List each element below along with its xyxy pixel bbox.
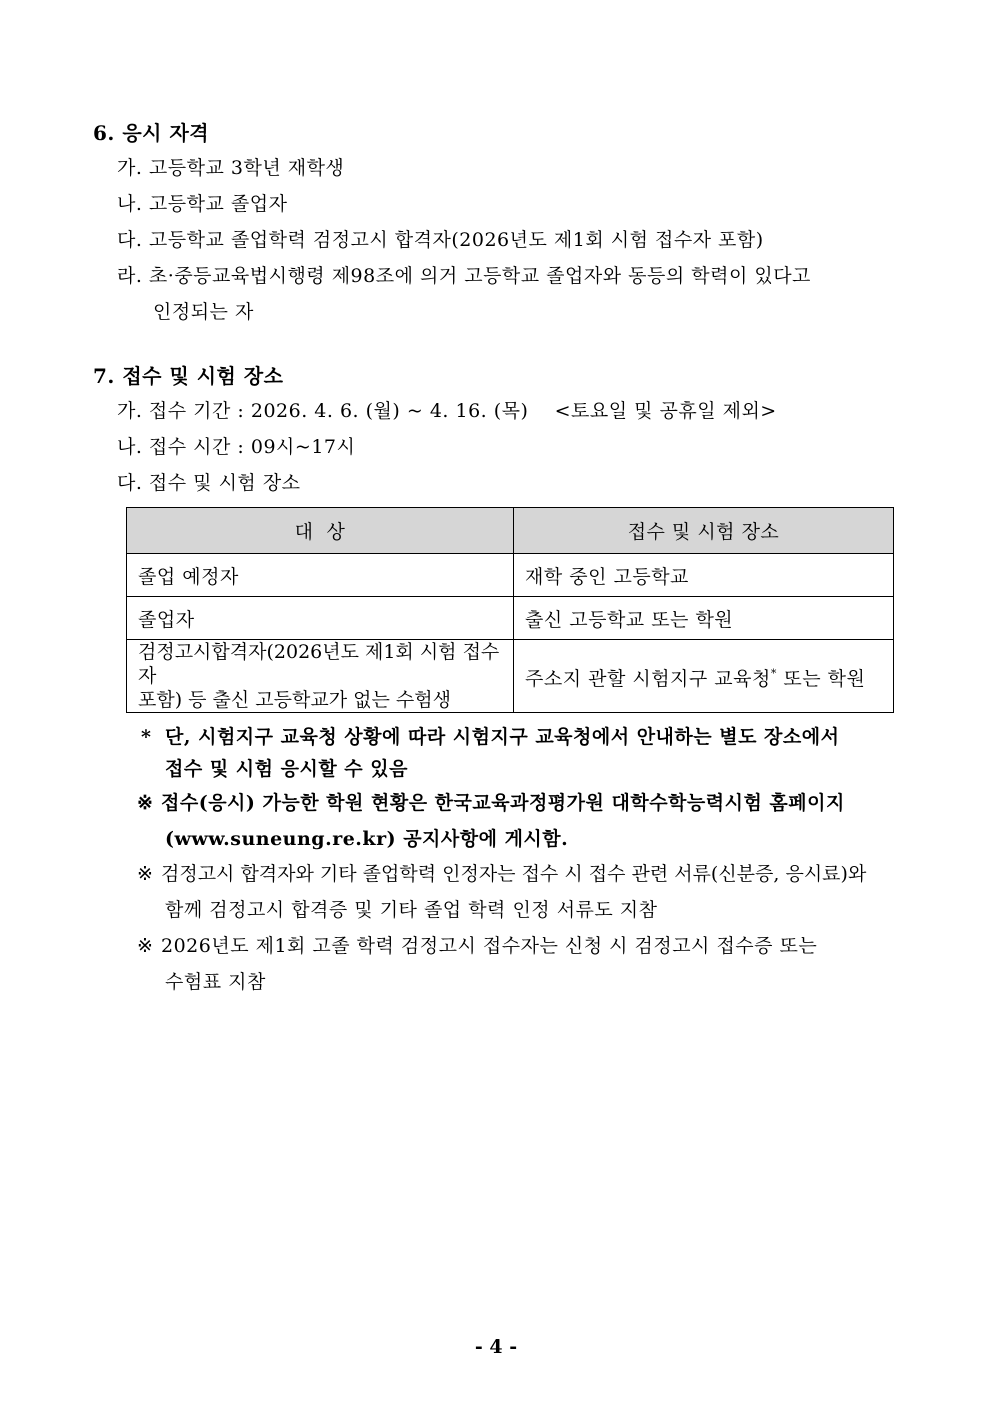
table-header-row <box>127 508 894 554</box>
footnote-marker: * <box>770 666 777 680</box>
table-cell-place <box>514 640 894 713</box>
table-header-place: 접수 및 시험 장소 <box>514 508 894 554</box>
asterisk-marker: * <box>141 726 152 748</box>
page-number: - 4 - <box>474 1336 518 1358</box>
place-text: 주소지 관할 시험지구 교육청 <box>525 667 771 690</box>
reference-mark-icon: ※ <box>137 935 154 957</box>
section-6-item-c: 다. 고등학교 졸업학력 검정고시 합격자(2026년도 제1회 시험 접수자 포함) <box>117 229 764 251</box>
table-cell-target-line2: 포함) 등 출신 고등학교가 없는 수험생 <box>138 689 451 711</box>
table-cell-place: 재학 중인 고등학교 <box>514 554 894 597</box>
section-7-title: 7. 접수 및 시험 장소 <box>93 364 284 388</box>
table-cell-target-line1: 검정고시합격자(2026년도 제1회 시험 접수자 <box>138 641 500 687</box>
table-cell-target: 졸업자 <box>127 597 514 640</box>
reference-mark-icon: ※ <box>137 792 154 814</box>
place-text-suffix: 또는 학원 <box>776 667 866 690</box>
table-cell-target: 졸업 예정자 <box>127 554 514 597</box>
note-4-line2: 수험표 지참 <box>165 971 266 993</box>
table-cell-target <box>127 640 514 713</box>
table-row <box>127 597 894 640</box>
section-6-item-d-line2: 인정되는 자 <box>153 301 254 323</box>
note-2-line2: (www.suneung.re.kr) 공지사항에 게시함. <box>165 828 569 850</box>
section-7-item-b: 나. 접수 시간 : 09시~17시 <box>117 436 356 458</box>
section-6-title: 6. 응시 자격 <box>93 121 210 145</box>
note-2-line1 <box>137 788 845 815</box>
section-7-item-a: 가. 접수 기간 : 2026. 4. 6. (월) ~ 4. 16. (목) <토요일 및 공휴일 제외> <box>117 400 777 422</box>
section-6-item-b: 나. 고등학교 졸업자 <box>117 193 288 215</box>
reference-mark-icon: ※ <box>137 863 153 885</box>
note-3-line2: 함께 검정고시 합격증 및 기타 졸업 학력 인정 서류도 지참 <box>165 899 658 921</box>
note-4-line1 <box>137 931 817 958</box>
note-2-text-1: 접수(응시) 가능한 학원 현황은 한국교육과정평가원 대학수학능력시험 홈페이지 <box>161 792 845 814</box>
table-cell-place: 출신 고등학교 또는 학원 <box>514 597 894 640</box>
section-6-item-d-line1: 라. 초·중등교육법시행령 제98조에 의거 고등학교 졸업자와 동등의 학력이 있다고 <box>117 265 811 287</box>
note-1-line2: 접수 및 시험 응시할 수 있음 <box>165 758 408 780</box>
venue-table <box>126 507 894 713</box>
note-4-text-1: 2026년도 제1회 고졸 학력 검정고시 접수자는 신청 시 검정고시 접수증 또는 <box>161 935 818 957</box>
section-6-item-a: 가. 고등학교 3학년 재학생 <box>117 157 345 179</box>
note-1-line1 <box>141 722 839 749</box>
table-row <box>127 554 894 597</box>
section-7-item-c: 다. 접수 및 시험 장소 <box>117 472 301 494</box>
note-3-line1 <box>137 859 866 886</box>
note-1-text-1: 단, 시험지구 교육청 상황에 따라 시험지구 교육청에서 안내하는 별도 장소에서 <box>165 726 840 748</box>
table-header-target: 대 상 <box>127 508 514 554</box>
note-3-text-1: 검정고시 합격자와 기타 졸업학력 인정자는 접수 시 접수 관련 서류(신분증, 응시료)와 <box>161 863 867 885</box>
table-row <box>127 640 894 713</box>
